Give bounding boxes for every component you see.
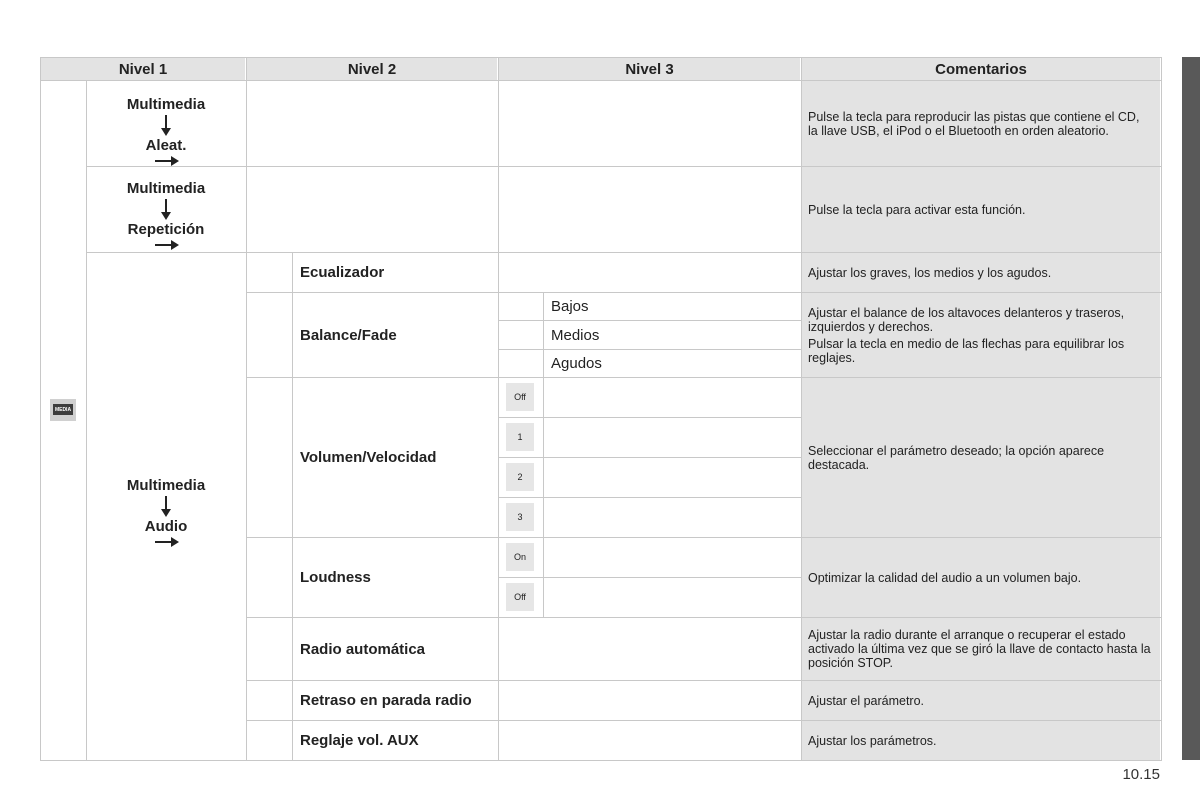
arrow-right-icon (151, 239, 181, 251)
header-nivel-2: Nivel 2 (247, 58, 497, 80)
level2-retraso-parada-radio: Retraso en parada radio (300, 692, 472, 709)
comment-aleat (808, 81, 1152, 166)
table-border (40, 57, 41, 761)
comment-volumen (808, 378, 1152, 537)
level2-loudness: Loudness (300, 569, 371, 586)
volumen-1-button: 1 (506, 423, 534, 451)
level1-bottom-label: Repetición (127, 221, 205, 238)
comment-balance (808, 293, 1152, 377)
comment-reglaje (808, 721, 1152, 760)
arrow-down-icon (159, 199, 173, 221)
comment-text: Pulse la tecla para activar esta función. (808, 202, 1026, 217)
arrow-down-icon (159, 115, 173, 137)
volumen-off-button: Off (506, 383, 534, 411)
level2-radio-automatica: Radio automática (300, 640, 426, 658)
header-nivel-1: Nivel 1 (41, 58, 245, 80)
header-nivel-3: Nivel 3 (499, 58, 800, 80)
comment-text: Ajustar el balance de los altavoces delanteros y traseros, izquierdos y derechos. (808, 305, 1125, 334)
level1-bottom-label: Audio (144, 518, 188, 535)
level2-ecualizador: Ecualizador (300, 264, 385, 281)
volumen-3-button: 3 (506, 503, 534, 531)
arrow-right-icon (151, 155, 181, 167)
comment-text: Pulsar la tecla en medio de las flechas para equilibrar los reglajes. (808, 336, 1125, 365)
level3-option-agudos: Agudos (551, 355, 602, 372)
table-border (1161, 57, 1162, 761)
level2-volumen-velocidad: Volumen/Velocidad (300, 449, 437, 466)
loudness-off-button: Off (506, 583, 534, 611)
level3-option-medios: Medios (551, 326, 600, 344)
volumen-2-button: 2 (506, 463, 534, 491)
level1-bottom-label: Aleat. (145, 137, 187, 154)
table-border (543, 292, 544, 377)
page-number: 10.15 (1122, 766, 1160, 783)
comment-radio-automatica (808, 618, 1152, 680)
loudness-on-button: On (506, 543, 534, 571)
level1-audio (87, 477, 245, 548)
comment-retraso (808, 681, 1152, 720)
table-border (40, 57, 1161, 58)
comment-loudness (808, 538, 1152, 617)
table-border (498, 57, 499, 761)
level1-top-label: Multimedia (126, 477, 206, 494)
level1-top-label: Multimedia (126, 96, 206, 113)
table-border (292, 252, 293, 760)
table-border (246, 57, 247, 761)
comment-ecualizador (808, 253, 1152, 292)
arrow-right-icon (151, 536, 181, 548)
comment-text: Ajustar los graves, los medios y los agudos. (808, 265, 1052, 280)
media-icon-label: MEDIA (53, 404, 73, 415)
level1-top-label: Multimedia (126, 180, 206, 197)
header-comentarios: Comentarios (802, 58, 1160, 80)
level1-aleat (87, 96, 245, 167)
table-border (801, 57, 802, 761)
table-border (40, 760, 1161, 761)
level3-option-bajos: Bajos (551, 298, 589, 315)
comment-text: Pulse la tecla para reproducir las pistas que contiene el CD, la llave USB, el iPod o el Bluetooth en orden aleatorio. (808, 109, 1140, 138)
level2-reglaje-vol-aux: Reglaje vol. AUX (300, 732, 419, 749)
arrow-down-icon (159, 496, 173, 518)
comment-text: Ajustar el parámetro. (808, 693, 925, 708)
comment-text: Ajustar los parámetros. (808, 733, 937, 748)
media-button-icon (50, 399, 76, 421)
comment-repeticion (808, 167, 1152, 252)
comment-text: Optimizar la calidad del audio a un volumen bajo. (808, 570, 1082, 585)
comment-text: Ajustar la radio durante el arranque o recuperar el estado activado la última vez que se giró la llave de contacto hasta la posición STOP. (808, 628, 1151, 670)
chapter-tab (1182, 57, 1200, 760)
level2-balance-fade: Balance/Fade (300, 326, 397, 344)
table-border (543, 377, 544, 617)
comment-text: Seleccionar el parámetro deseado; la opción aparece destacada. (808, 443, 1105, 472)
level1-repeticion (87, 180, 245, 251)
